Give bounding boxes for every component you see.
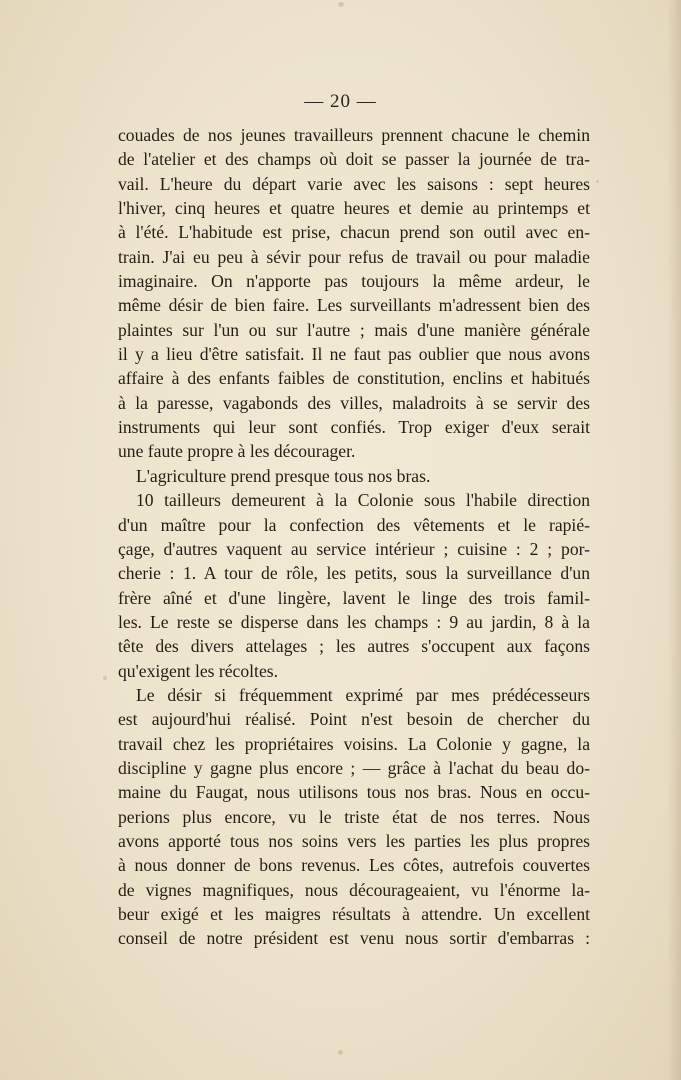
text-line: à nous donner de bons revenus. Les côtes, autrefois couvertes [118, 855, 590, 876]
text-line: beur exigé et les maigres résultats à attendre. Un excellent [118, 904, 590, 924]
text-line: à la paresse, vagabonds des villes, maladroits à se servir des [118, 392, 590, 413]
text-line: imaginaire. On n'apporte pas toujours la même ardeur, le [118, 271, 590, 292]
text-line: çage, d'autres vaquent au service intérieur ; cuisine : 2 ; por- [118, 538, 590, 559]
text-line: est aujourd'hui réalisé. Point n'est besoin de chercher du [118, 709, 590, 730]
text-line: il y a lieu d'être satisfait. Il ne faut pas oublier que nous avons [118, 344, 590, 365]
text-line: qu'exigent les récoltes. [118, 660, 278, 681]
text-line: tête des divers attelages ; les autres s'occupent aux façons [118, 636, 590, 657]
text-line: discipline y gagne plus encore ; — grâce à l'achat du beau do- [118, 757, 590, 778]
text-line: 10 tailleurs demeurent à la Colonie sous l'habile direction [136, 490, 590, 511]
text-line: L'agriculture prend presque tous nos bras. [136, 465, 431, 486]
text-line: cherie : 1. A tour de rôle, les petits, sous la surveillance d'un [118, 563, 590, 584]
paragraph [118, 488, 590, 683]
paper-spot [103, 676, 107, 680]
text-line: les. Le reste se disperse dans les champs : 9 au jardin, 8 à la [118, 611, 590, 632]
page-gutter-shadow [667, 0, 681, 1080]
paper-spot [338, 2, 344, 7]
paragraph [118, 464, 590, 488]
text-line: frère aîné et d'une lingère, lavent le linge des trois famil- [118, 587, 590, 608]
text-line: l'hiver, cinq heures et quatre heures et demie au printemps et [118, 198, 590, 219]
page-number: — 20 — [304, 91, 377, 112]
text-line: travail chez les propriétaires voisins. La Colonie y gagne, la [118, 733, 590, 754]
paper-spot [338, 1050, 343, 1055]
body-text [118, 123, 590, 951]
text-line: maine du Faugat, nous utilisons tous nos bras. Nous en occu- [118, 782, 590, 803]
paragraph [118, 123, 590, 464]
text-line: à l'été. L'habitude est prise, chacun prend son outil avec en- [118, 222, 590, 243]
text-line: conseil de notre président est venu nous sortir d'embarras : [118, 928, 590, 949]
text-line: de vignes magnifiques, nous décourageaient, vu l'énorme la- [118, 879, 590, 900]
text-line: affaire à des enfants faibles de constitution, enclins et habitués [118, 368, 590, 389]
text-line: d'un maître pour la confection des vêtements et le rapié- [118, 514, 590, 535]
text-line: une faute propre à les décourager. [118, 441, 356, 462]
text-line: couades de nos jeunes travailleurs prennent chacune le chemin [118, 125, 590, 145]
text-line: train. J'ai eu peu à sévir pour refus de travail ou pour maladie [118, 246, 590, 267]
text-line: instruments qui leur sont confiés. Trop exiger d'eux serait [118, 417, 590, 438]
text-line: de l'atelier et des champs où doit se passer la journée de tra- [118, 149, 590, 170]
paragraph [118, 683, 590, 951]
text-line: avons apporté tous nos soins vers les parties les plus propres [118, 830, 590, 851]
text-line: perions plus encore, vu le triste état de nos terres. Nous [118, 806, 590, 827]
text-line: même désir de bien faire. Les surveillants m'adressent bien des [118, 295, 590, 316]
text-line: Le désir si fréquemment exprimé par mes prédécesseurs [136, 684, 590, 705]
text-line: plaintes sur l'un ou sur l'autre ; mais d'une manière générale [118, 319, 590, 340]
paper-spot [596, 180, 599, 183]
text-line: vail. L'heure du départ varie avec les saisons : sept heures [118, 173, 590, 194]
